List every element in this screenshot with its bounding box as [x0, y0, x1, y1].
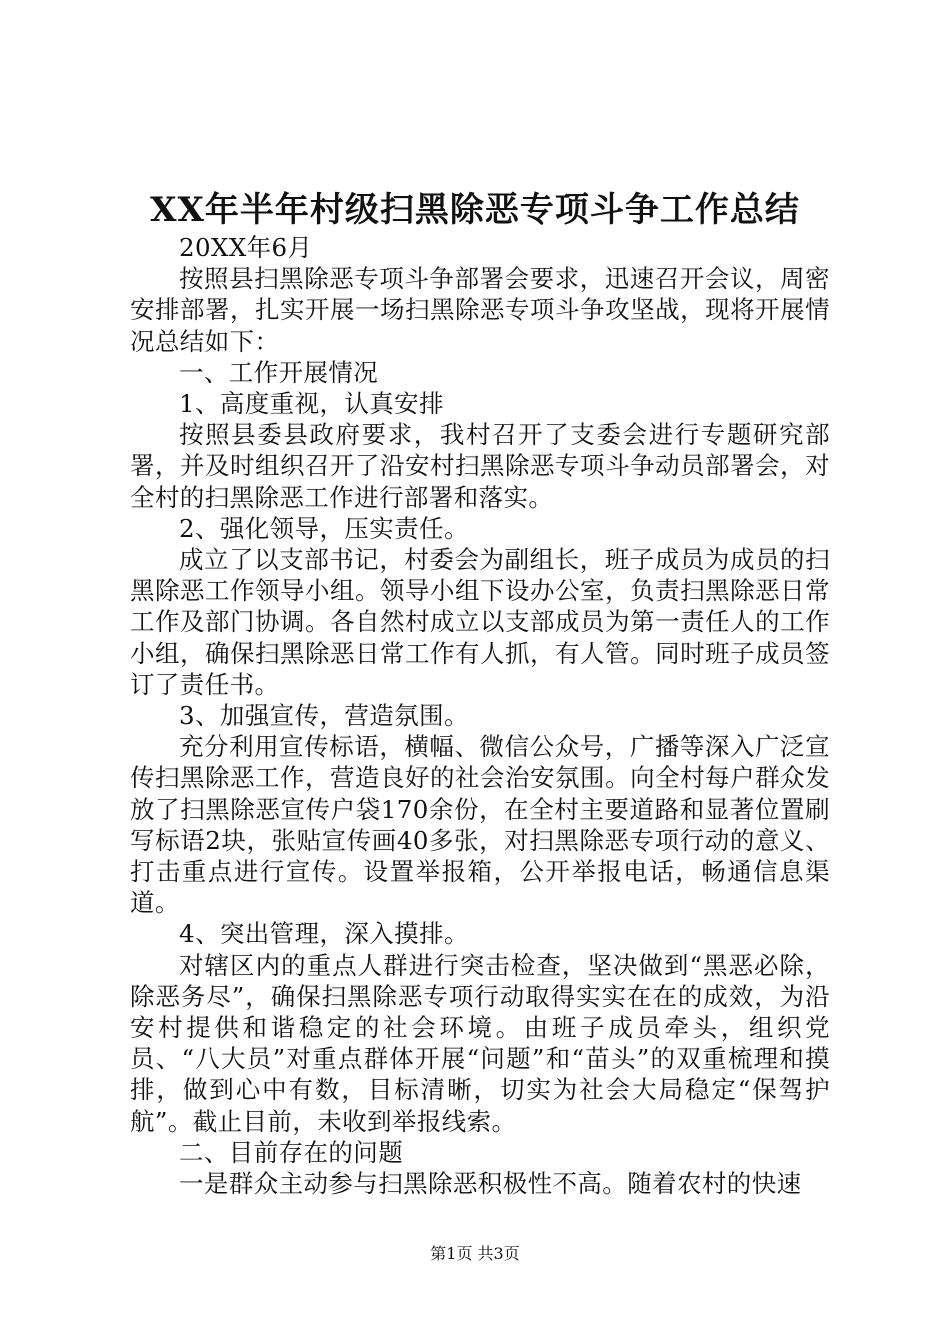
document-date: 20XX年6月	[179, 233, 313, 262]
paragraph-attention: 按照县委县政府要求，我村召开了支委会进行专题研究部署，并及时组织召开了沿安村扫黑除恶专项斗争动员部署会，对全村的扫黑除恶工作进行部署和落实。	[130, 420, 830, 512]
subheading-leadership: 2、强化领导，压实责任。	[179, 513, 469, 543]
subheading-attention: 1、高度重视，认真安排	[179, 389, 444, 419]
document-body	[130, 232, 830, 1199]
paragraph-publicity: 充分利用宣传标语，横幅、微信公众号，广播等深入广泛宣传扫黑除恶工作，营造良好的社会治安氛围。向全村每户群众发放了扫黑除恶宣传户袋170余份，在全村主要道路和显著位置刷写标语2块，张贴宣传画40多张，对扫黑除恶专项行动的意义、打击重点进行宣传。设置举报箱，公开举报电话，畅通信息渠道。	[130, 732, 830, 918]
document-title: XX年半年村级扫黑除恶专项斗争工作总结	[150, 190, 800, 230]
section-heading-problems: 二、目前存在的问题	[179, 1137, 404, 1167]
paragraph-management: 对辖区内的重点人群进行突击检查，坚决做到“黑恶必除，除恶务尽”，确保扫黑除恶专项行动取得实实在在的成效，为沿安村提供和谐稳定的社会环境。由班子成员牵头，组织党员、“八大员”对重点群体开展“问题”和“苗头”的双重梳理和摸排，做到心中有数，目标清晰，切实为社会大局稳定“保驾护航”。截止目前，未收到举报线索。	[130, 950, 830, 1136]
paragraph-intro: 按照县扫黑除恶专项斗争部署会要求，迅速召开会议，周密安排部署，扎实开展一场扫黑除恶专项斗争攻坚战，现将开展情况总结如下：	[130, 264, 830, 356]
section-heading-work-progress: 一、工作开展情况	[179, 357, 379, 387]
subheading-publicity: 3、加强宣传，营造氛围。	[179, 701, 469, 731]
page-number-footer: 第1页 共3页	[430, 1244, 520, 1263]
paragraph-problem-one: 一是群众主动参与扫黑除恶积极性不高。随着农村的快速	[179, 1169, 802, 1199]
subheading-management: 4、突出管理，深入摸排。	[179, 919, 469, 949]
paragraph-leadership: 成立了以支部书记，村委会为副组长，班子成员为成员的扫黑除恶工作领导小组。领导小组下设办公室，负责扫黑除恶日常工作及部门协调。各自然村成立以支部成员为第一责任人的工作小组，确保扫黑除恶日常工作有人抓，有人管。同时班子成员签订了责任书。	[130, 545, 830, 699]
